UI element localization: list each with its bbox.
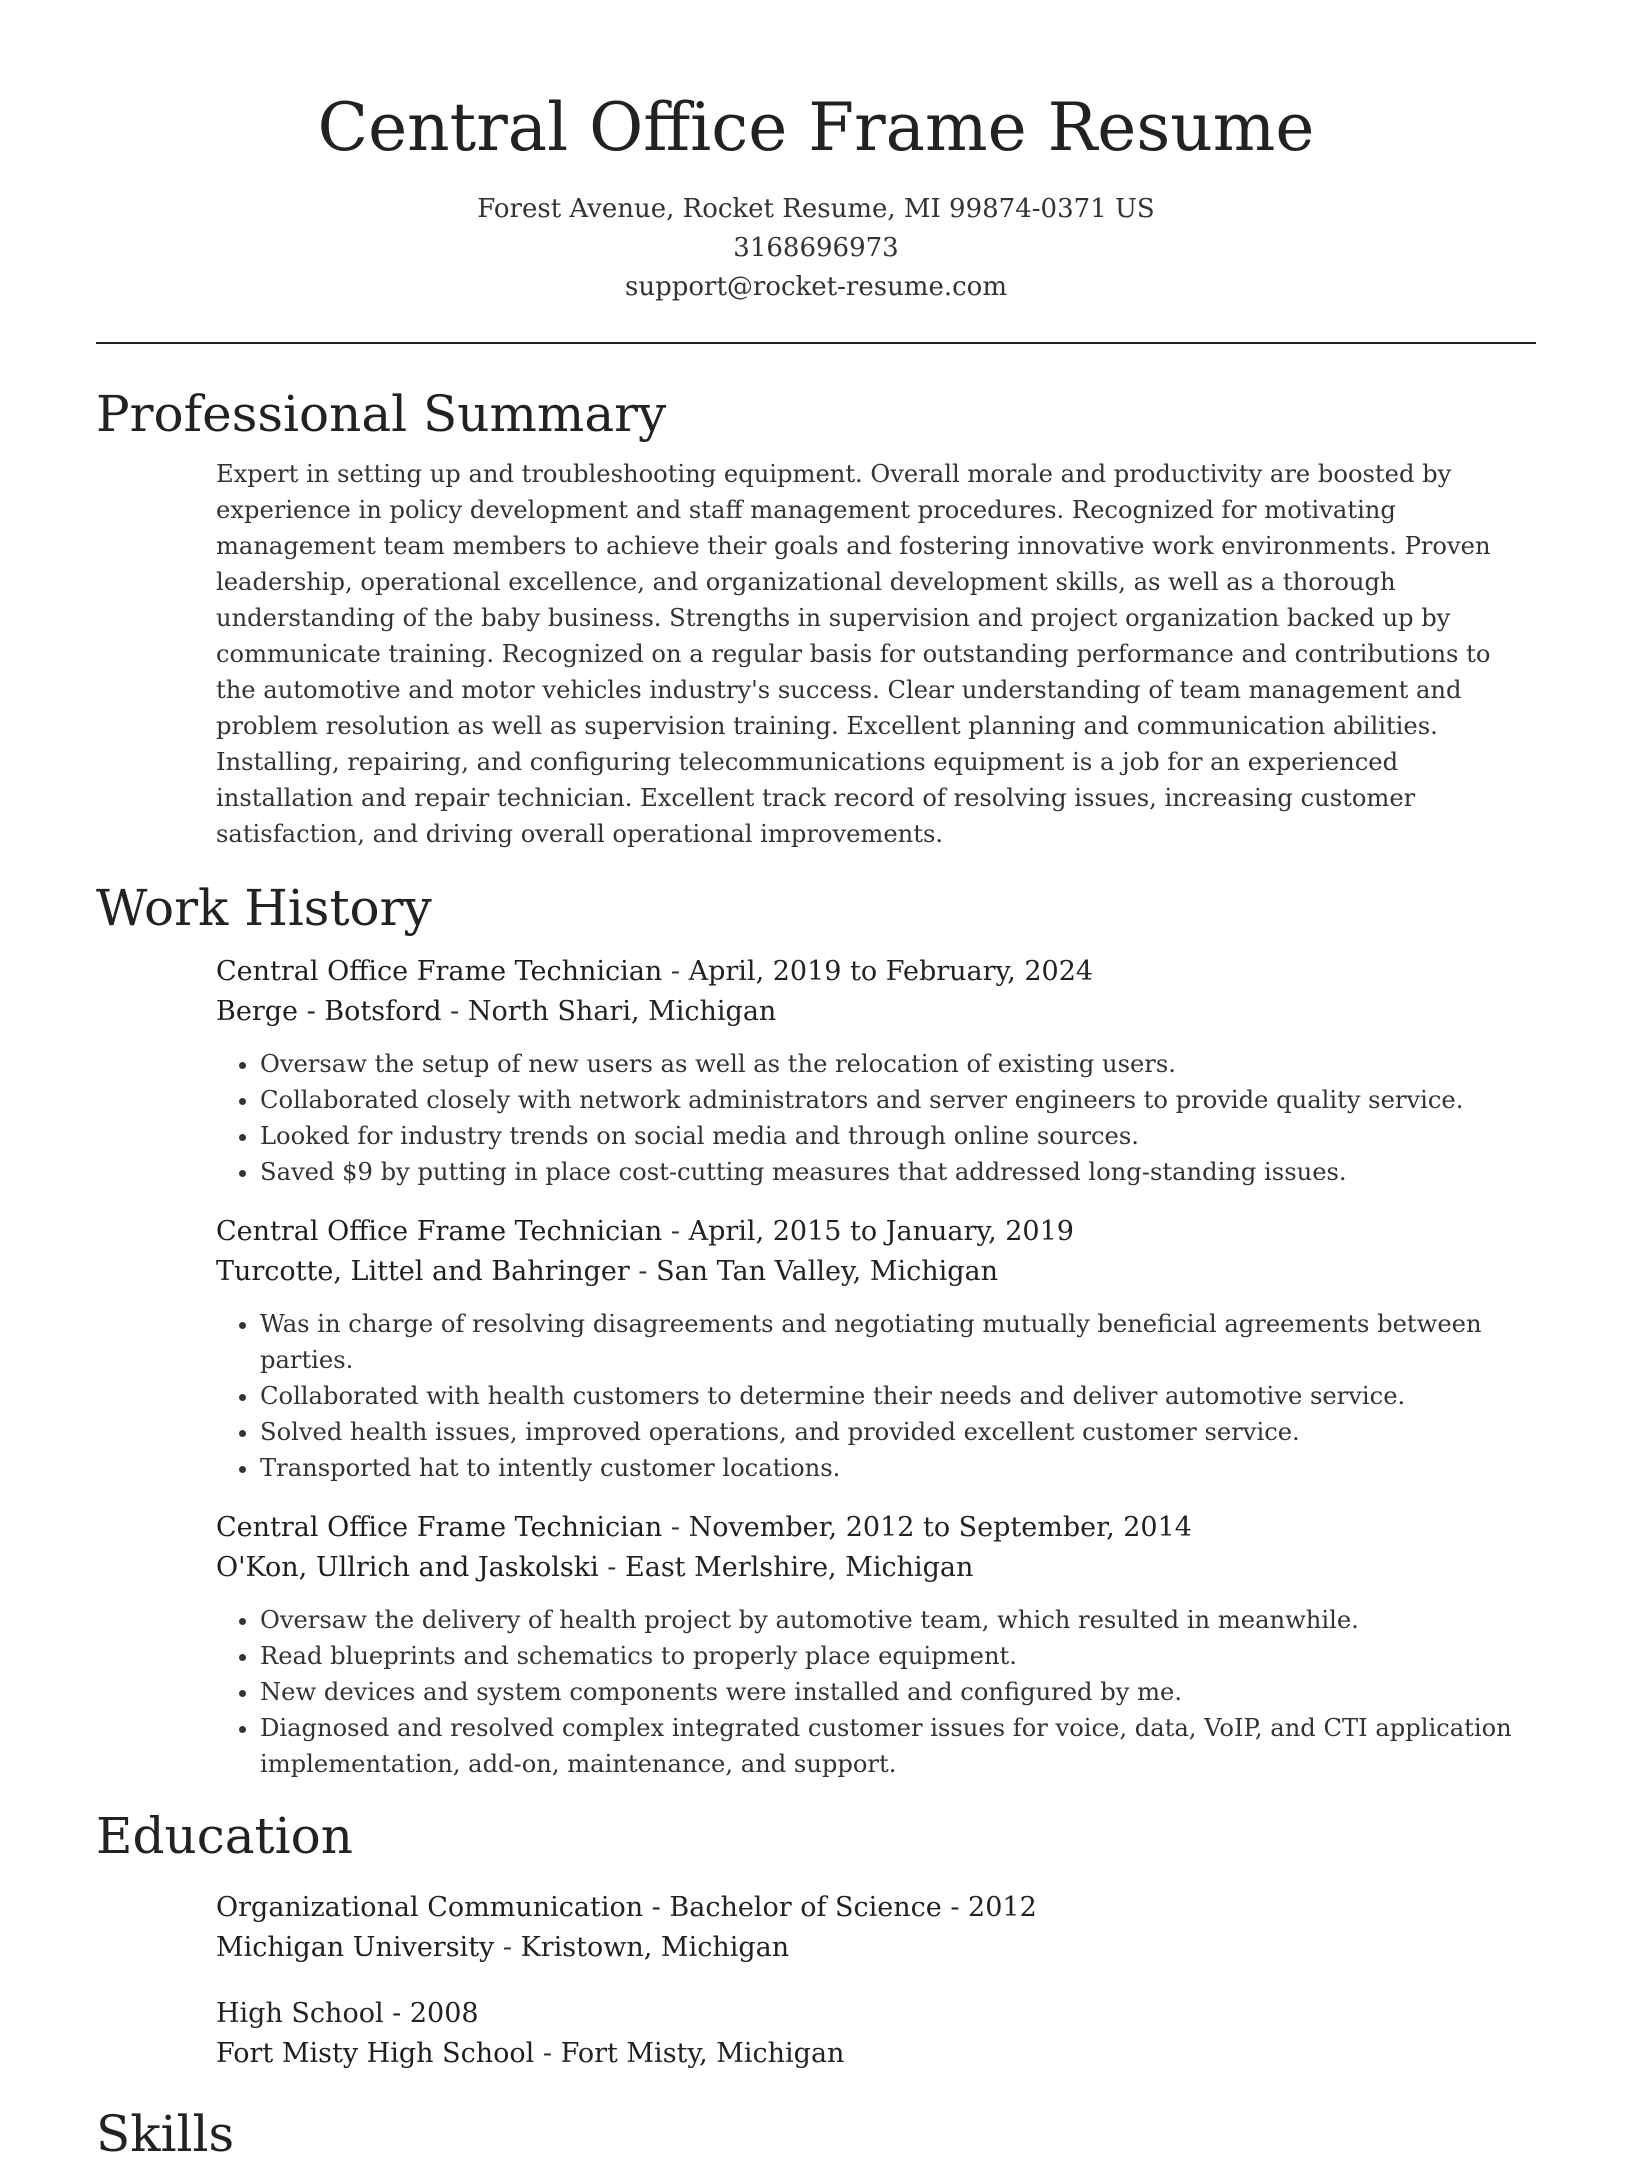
list-item: • New devices and system components were installed and configured by me. <box>260 1674 1536 1710</box>
job-location: San Tan Valley, Michigan <box>656 1256 999 1287</box>
education-degree-line: Organizational Communication - Bachelor of Science - 2012 <box>216 1892 1037 1923</box>
education-location: Kristown, Michigan <box>520 1932 790 1963</box>
job-company: Berge - Botsford <box>216 996 442 1027</box>
job-company-line: Turcotte, Littel and Bahringer - San Tan Valley, Michigan <box>216 1256 999 1287</box>
job-company: Turcotte, Littel and Bahringer <box>216 1256 630 1287</box>
list-item: • Read blueprints and schematics to properly place equipment. <box>260 1638 1536 1674</box>
list-item: • Collaborated with health customers to determine their needs and deliver automotive service. <box>260 1378 1536 1414</box>
job-dates: April, 2019 to February, 2024 <box>688 956 1094 987</box>
list-item: • Looked for industry trends on social media and through online sources. <box>260 1118 1536 1154</box>
job-bullets <box>216 1602 1536 1782</box>
section-title-work-history: Work History <box>96 879 432 937</box>
job-role: Central Office Frame Technician <box>216 1512 663 1543</box>
education-entry <box>216 1888 1536 1968</box>
education-school-line: Fort Misty High School - Fort Misty, Michigan <box>216 2038 845 2069</box>
job-title-line: Central Office Frame Technician - April, 2019 to February, 2024 <box>216 956 1094 987</box>
job-role: Central Office Frame Technician <box>216 1216 663 1247</box>
work-history-section <box>96 874 1536 1782</box>
email: support@rocket-resume.com <box>624 272 1007 302</box>
section-title-education: Education <box>96 1807 353 1865</box>
summary-section <box>96 380 1536 852</box>
list-item: • Oversaw the setup of new users as well as the relocation of existing users. <box>260 1046 1536 1082</box>
education-location: Fort Misty, Michigan <box>560 2038 845 2069</box>
address: Forest Avenue, Rocket Resume, MI 99874-0371 US <box>477 194 1155 224</box>
education-entry <box>216 1994 1536 2074</box>
education-section <box>96 1802 1536 2074</box>
job-bullets <box>216 1046 1536 1190</box>
job-bullets <box>216 1306 1536 1486</box>
list-item: • Diagnosed and resolved complex integrated customer issues for voice, data, VoIP, and CTI application implementation, add-on, maintenance, and support. <box>260 1710 1536 1782</box>
job-entry <box>216 952 1536 1190</box>
list-item: • Oversaw the delivery of health project by automotive team, which resulted in meanwhile. <box>260 1602 1536 1638</box>
job-role: Central Office Frame Technician <box>216 956 663 987</box>
resume-content <box>96 380 1536 2168</box>
section-title-summary: Professional Summary <box>96 385 667 443</box>
job-company-line: Berge - Botsford - North Shari, Michigan <box>216 996 777 1027</box>
header-divider <box>96 342 1536 344</box>
list-item: • Solved health issues, improved operations, and provided excellent customer service. <box>260 1414 1536 1450</box>
job-company: O'Kon, Ullrich and Jaskolski <box>216 1552 599 1583</box>
education-school: Michigan University <box>216 1932 495 1963</box>
job-title-line: Central Office Frame Technician - April, 2015 to January, 2019 <box>216 1216 1074 1247</box>
education-school-line: Michigan University - Kristown, Michigan <box>216 1932 790 1963</box>
list-item: • Was in charge of resolving disagreements and negotiating mutually beneficial agreements between parties. <box>260 1306 1536 1378</box>
resume-title: Central Office Frame Resume <box>317 89 1315 166</box>
job-title-line: Central Office Frame Technician - November, 2012 to September, 2014 <box>216 1512 1192 1543</box>
skills-section <box>96 2100 1536 2168</box>
section-title-skills: Skills <box>96 2105 235 2163</box>
list-item: • Saved $9 by putting in place cost-cutting measures that addressed long-standing issues. <box>260 1154 1536 1190</box>
job-company-line: O'Kon, Ullrich and Jaskolski - East Merlshire, Michigan <box>216 1552 974 1583</box>
education-school: Fort Misty High School <box>216 2038 535 2069</box>
education-degree-line: High School - 2008 <box>216 1998 479 2029</box>
job-entry <box>216 1508 1536 1782</box>
resume-header <box>0 0 1632 307</box>
job-entry <box>216 1212 1536 1486</box>
phone: 3168696973 <box>733 233 899 263</box>
job-location: North Shari, Michigan <box>467 996 777 1027</box>
summary-text: Expert in setting up and troubleshooting equipment. Overall morale and productivity are boosted by experience in policy development and staff management procedures. Recognized for motivating management team members to achieve their goals and fostering innovative work environments. Proven leadership, operational excellence, and organizational development skills, as well as a thorough understanding of the baby business. Strengths in supervision and project organization backed up by communicate training. Recognized on a regular basis for outstanding performance and contributions to the automotive and motor vehicles industry's success. Clear understanding of team management and problem resolution as well as supervision training. Excellent planning and communication abilities. Installing, repairing, and configuring telecommunications equipment is a job for an experienced installation and repair technician. Excellent track record of resolving issues, increasing customer satisfaction, and driving overall operational improvements. <box>216 460 1491 848</box>
job-dates: November, 2012 to September, 2014 <box>688 1512 1192 1543</box>
job-location: East Merlshire, Michigan <box>625 1552 974 1583</box>
job-dates: April, 2015 to January, 2019 <box>688 1216 1074 1247</box>
list-item: • Collaborated closely with network administrators and server engineers to provide quality service. <box>260 1082 1536 1118</box>
contact-block <box>0 190 1632 307</box>
list-item: • Transported hat to intently customer locations. <box>260 1450 1536 1486</box>
